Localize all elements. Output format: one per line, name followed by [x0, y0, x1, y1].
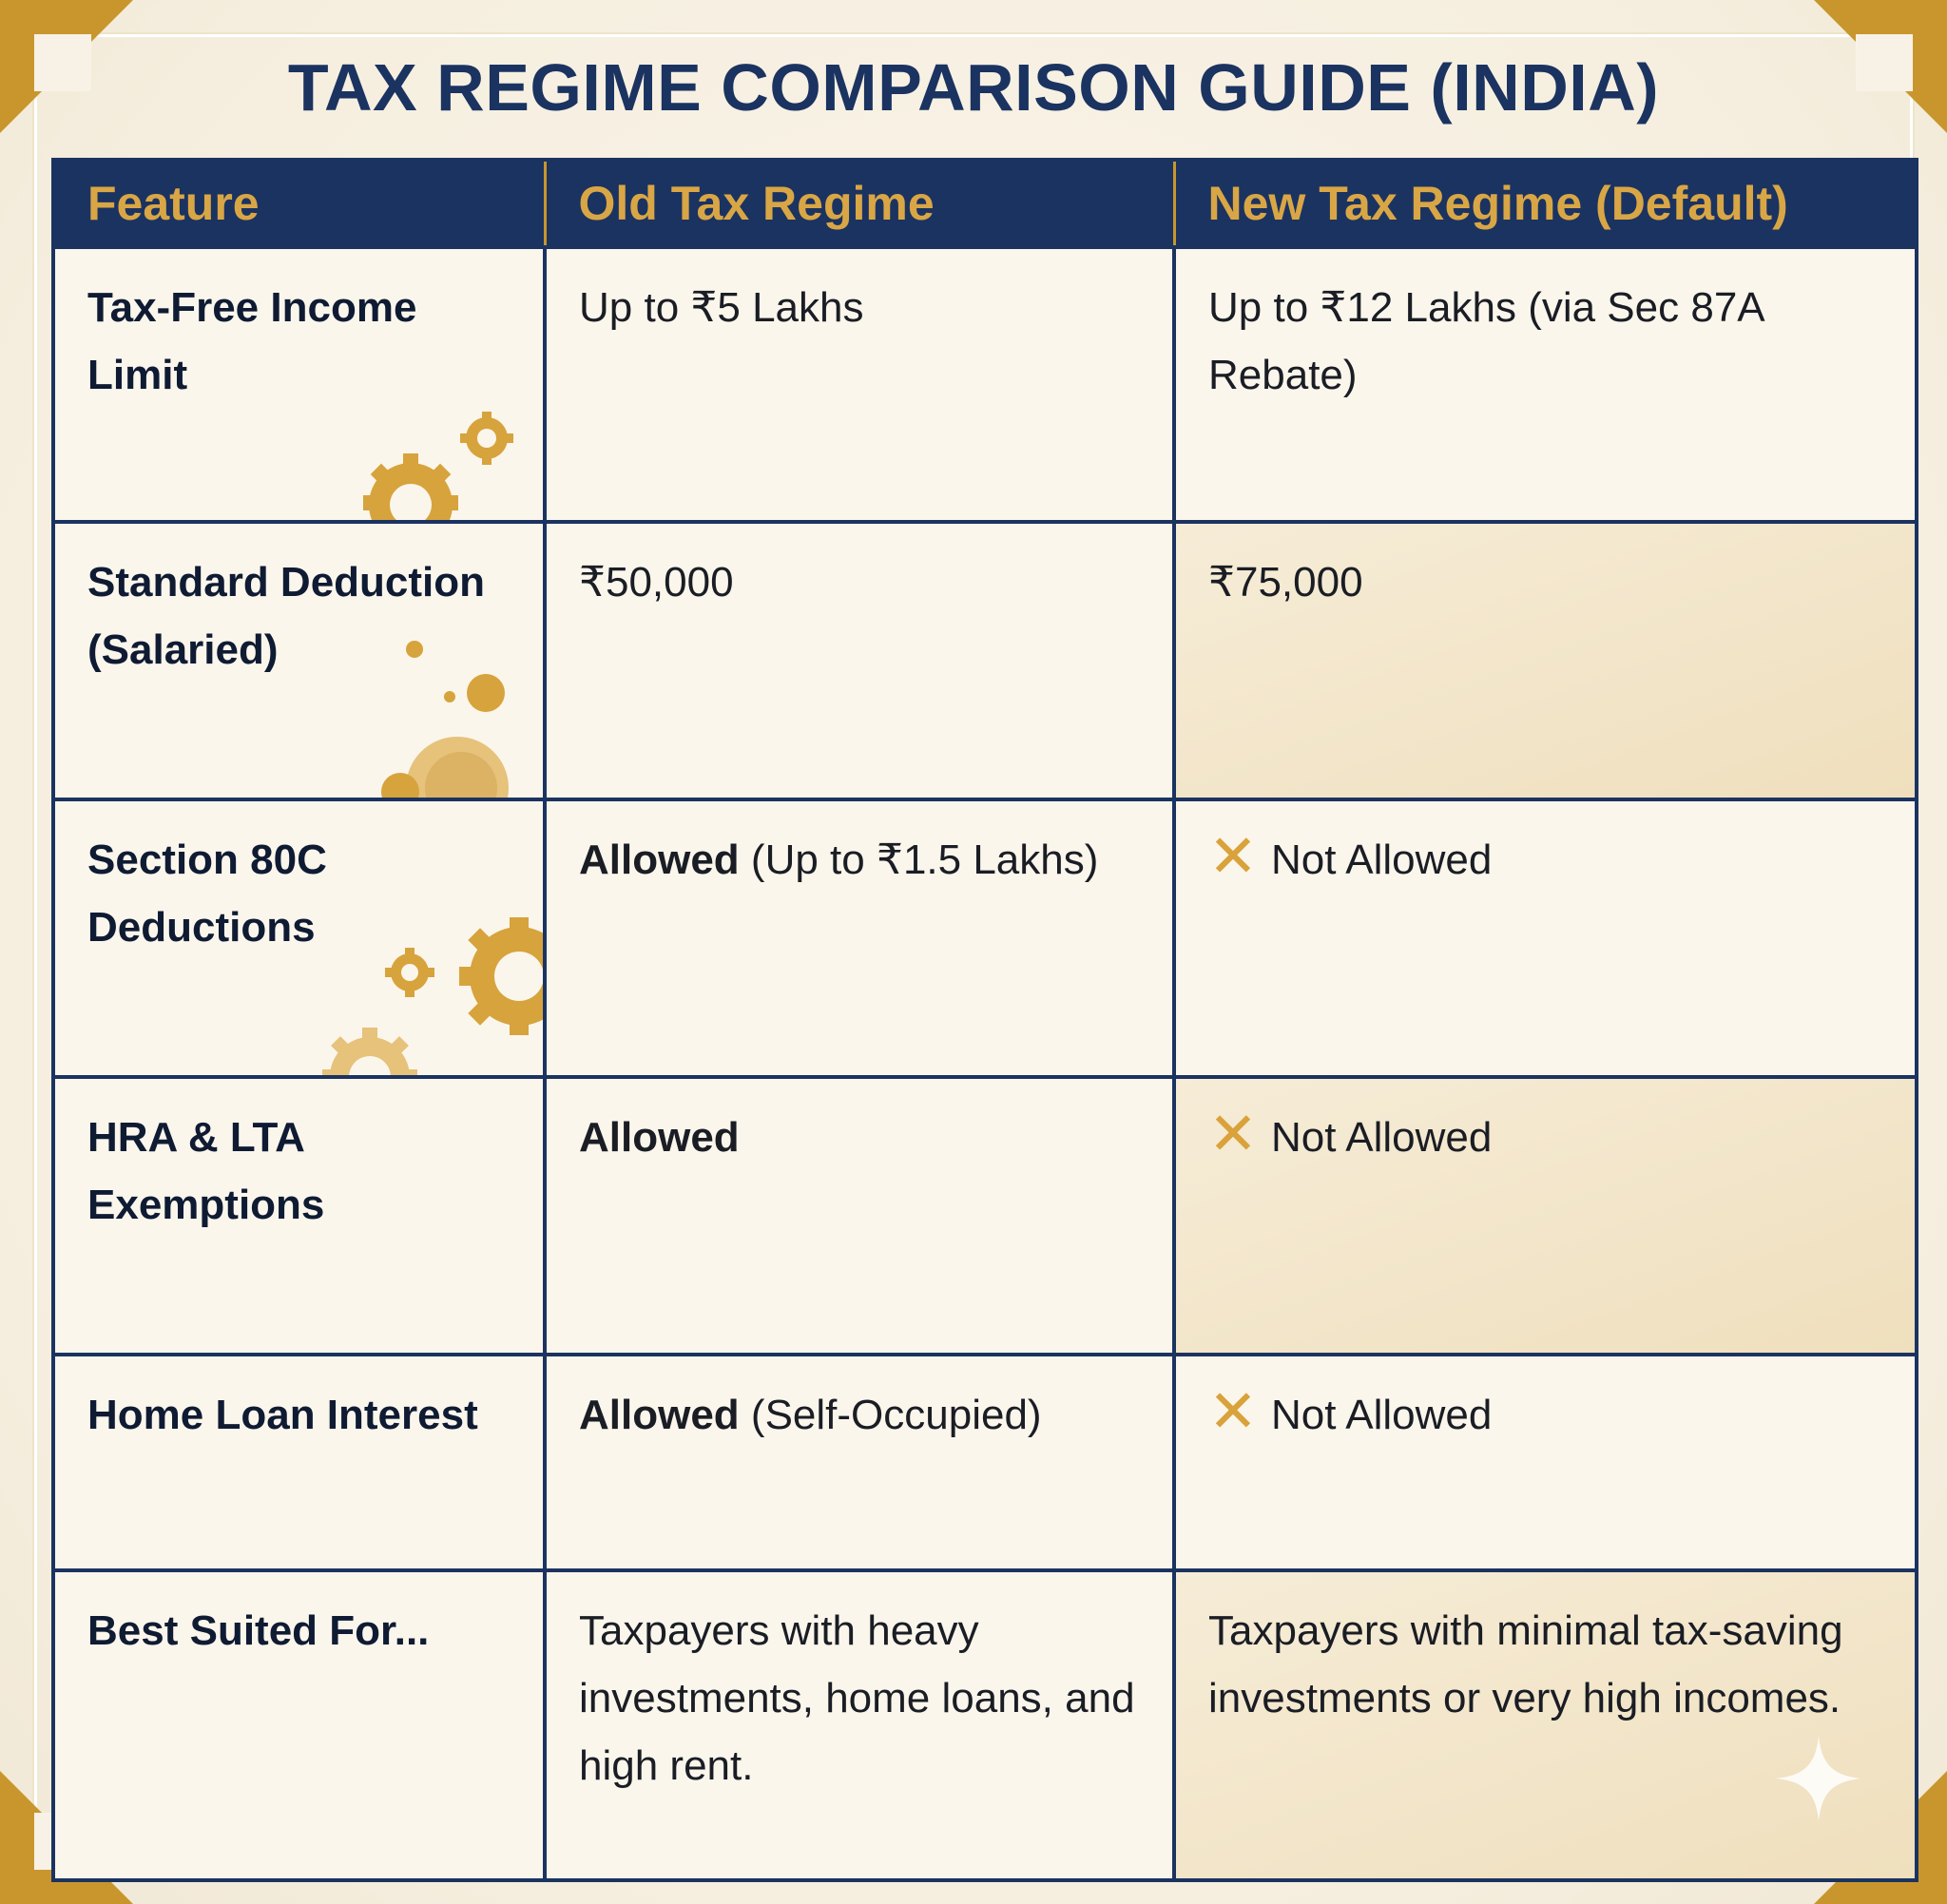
table-row: [53, 522, 1917, 799]
new-regime-cell: [1174, 247, 1917, 522]
table-row: [53, 1077, 1917, 1355]
new-regime-value: Not Allowed: [1270, 1392, 1493, 1438]
feature-cell: [53, 1355, 545, 1570]
header-old-regime: Old Tax Regime: [545, 160, 1174, 247]
sparkle-icon: [1776, 1736, 1861, 1821]
x-mark-icon: ✕: [1208, 1102, 1258, 1167]
old-regime-cell: [545, 247, 1174, 522]
new-regime-value: Up to ₹12 Lakhs (via Sec 87A Rebate): [1208, 284, 1764, 398]
new-regime-cell: [1174, 799, 1917, 1077]
feature-cell: [53, 522, 545, 799]
new-regime-cell: [1174, 1570, 1917, 1880]
table-row: [53, 1355, 1917, 1570]
old-regime-value: Up to ₹5 Lakhs: [579, 284, 864, 331]
new-regime-value: Taxpayers with minimal tax-saving investments or very high incomes.: [1208, 1607, 1843, 1721]
old-regime-value: ₹50,000: [579, 559, 734, 606]
old-regime-value: (Self-Occupied): [739, 1392, 1042, 1438]
old-regime-cell: [545, 1077, 1174, 1355]
feature-cell: [53, 1570, 545, 1880]
comparison-table: [51, 158, 1918, 1882]
new-regime-cell: [1174, 522, 1917, 799]
page-title: TAX REGIME COMPARISON GUIDE (INDIA): [287, 50, 1660, 125]
x-mark-icon: ✕: [1208, 1379, 1258, 1445]
old-regime-cell: [545, 522, 1174, 799]
new-regime-value: ₹75,000: [1208, 559, 1363, 606]
old-regime-value: Taxpayers with heavy investments, home loans, and high rent.: [579, 1607, 1135, 1789]
feature-label: Home Loan Interest: [87, 1392, 478, 1438]
feature-label: Tax-Free Income Limit: [87, 284, 417, 398]
header-feature: Feature: [53, 160, 545, 247]
feature-label: Best Suited For...: [87, 1607, 430, 1654]
feature-cell: [53, 1077, 545, 1355]
table-header-row: [53, 160, 1917, 247]
old-regime-value: (Up to ₹1.5 Lakhs): [739, 837, 1099, 883]
new-regime-cell: [1174, 1355, 1917, 1570]
gears-icon: [315, 917, 543, 1077]
old-regime-cell: [545, 1355, 1174, 1570]
old-regime-cell: [545, 1570, 1174, 1880]
table-row: [53, 799, 1917, 1077]
header-new-regime: New Tax Regime (Default): [1174, 160, 1917, 247]
old-regime-bold: Allowed: [579, 1392, 740, 1438]
feature-label: Section 80C Deductions: [87, 837, 327, 951]
new-regime-cell: [1174, 1077, 1917, 1355]
table-row: [53, 1570, 1917, 1880]
feature-cell: [53, 799, 545, 1077]
table-row: [53, 247, 1917, 522]
x-mark-icon: ✕: [1208, 824, 1258, 890]
new-regime-value: Not Allowed: [1270, 1114, 1493, 1161]
new-regime-value: Not Allowed: [1270, 837, 1493, 883]
feature-cell: [53, 247, 545, 522]
gears-icon: [349, 410, 530, 522]
old-regime-cell: [545, 799, 1174, 1077]
coins-icon: [362, 640, 543, 799]
feature-label: Standard Deduction (Salaried): [87, 559, 486, 673]
feature-label: HRA & LTA Exemptions: [87, 1114, 325, 1228]
old-regime-bold: Allowed: [579, 837, 740, 883]
old-regime-bold: Allowed: [579, 1114, 740, 1161]
